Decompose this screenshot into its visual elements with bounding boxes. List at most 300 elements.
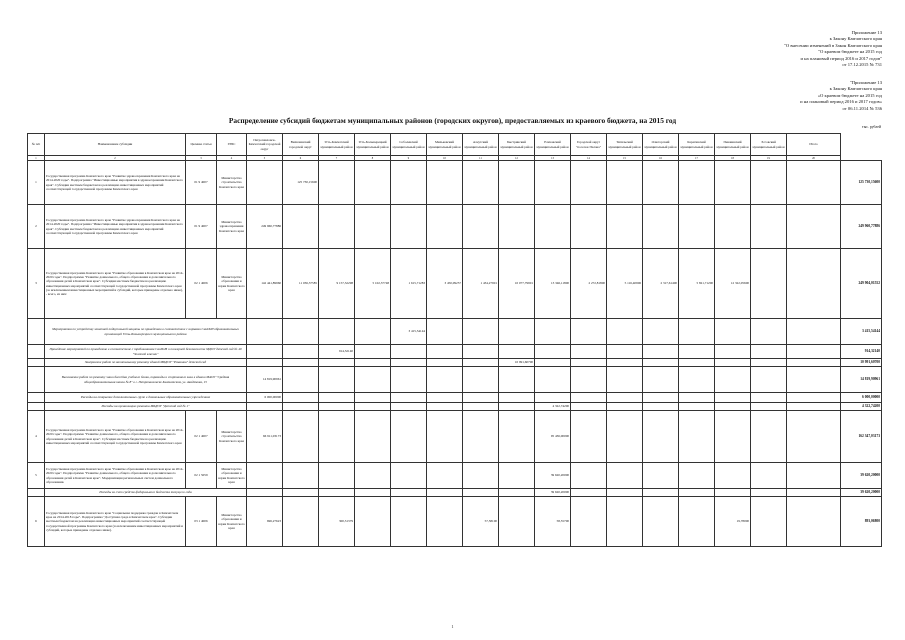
- document-title: Распределение субсидий бюджетам муниципальных районов (городских округов), предоставляемых из краевого бюджета, на 2015 год: [228, 116, 677, 125]
- amount-cell: [607, 367, 643, 393]
- amount-cell: [679, 393, 715, 403]
- amount-cell: [787, 205, 841, 249]
- amount-cell: 125 730,15600: [283, 161, 319, 205]
- subsidy-name: Государственная программа Камчатского края "Развитие здравоохранения Камчатского края на 2014-2020 годы". Подпрограмма "Инвестиционные мероприятия в здравоохранении Камчатского края". Субсидии местным бюджетам на реализацию инвестиционных мероприятий соответствующей государственной программы Камчатского края: [45, 205, 186, 249]
- amount-cell: 3 415,54144: [391, 319, 427, 345]
- amount-cell: [571, 393, 607, 403]
- amount-cell: [679, 359, 715, 367]
- amount-cell: [787, 497, 841, 547]
- amount-cell: 914,32140: [319, 345, 355, 359]
- amount-cell: [715, 393, 751, 403]
- amount-cell: [247, 359, 283, 367]
- amount-cell: [751, 393, 787, 403]
- amount-cell: [715, 367, 751, 393]
- amount-cell: [499, 345, 535, 359]
- amount-cell: [751, 161, 787, 205]
- amount-cell: 5 116,40906: [607, 249, 643, 319]
- column-index: 5: [247, 156, 283, 161]
- amount-cell: [463, 345, 499, 359]
- amount-cell: [355, 345, 391, 359]
- amount-cell: [355, 497, 391, 547]
- amount-cell: [679, 463, 715, 489]
- grbs: Министерство строительства Камчатского края: [217, 411, 247, 463]
- amount-cell: [427, 359, 463, 367]
- amount-cell: [643, 345, 679, 359]
- amount-cell: [319, 393, 355, 403]
- appendix-header-current: [722, 30, 882, 68]
- column-index: 10: [427, 156, 463, 161]
- amount-cell: [715, 319, 751, 345]
- amount-cell: 39 620,20000: [535, 489, 571, 497]
- table-row: [28, 411, 882, 463]
- row-number: [28, 345, 45, 359]
- amount-cell: [355, 393, 391, 403]
- header-line: от 17.12.2015 № 731: [842, 62, 882, 68]
- table-subrow: [28, 345, 882, 359]
- header-line: от 06.11.2014 № 536: [842, 105, 882, 111]
- header-line: «О краевом бюджете на 2015 год: [817, 92, 882, 98]
- amount-cell: 696,27623: [247, 497, 283, 547]
- amount-cell: [571, 359, 607, 367]
- amount-cell: [427, 411, 463, 463]
- header-line: "Приложение 13: [849, 80, 882, 85]
- row-number: 2: [28, 205, 45, 249]
- column-header: Усть-Большерецкий муниципальный район: [355, 134, 391, 156]
- amount-cell: [751, 249, 787, 319]
- column-header: № п/п: [28, 134, 45, 156]
- amount-cell: [715, 403, 751, 411]
- amount-cell: [787, 411, 841, 463]
- amount-cell: 5 102,37748: [355, 249, 391, 319]
- amount-cell: [427, 463, 463, 489]
- amount-cell: 57,58100: [463, 497, 499, 547]
- table-row: [28, 497, 882, 547]
- table-row: [28, 463, 882, 489]
- amount-cell: [643, 463, 679, 489]
- amount-cell: [679, 161, 715, 205]
- amount-cell: [571, 345, 607, 359]
- amount-cell: [463, 489, 499, 497]
- target-code: 01 9 4007: [186, 205, 217, 249]
- amount-cell: 10 991,60700: [499, 359, 535, 367]
- amount-cell: [499, 411, 535, 463]
- table-subrow: [28, 367, 882, 393]
- grbs: Министерство здравоохранения Камчатского края: [217, 205, 247, 249]
- column-header: Елизовский муниципальный район: [535, 134, 571, 156]
- amount-cell: [643, 403, 679, 411]
- amount-cell: [283, 393, 319, 403]
- amount-cell: [607, 463, 643, 489]
- amount-cell: 249 960,77886: [247, 205, 283, 249]
- column-index: 14: [571, 156, 607, 161]
- amount-cell: [463, 393, 499, 403]
- amount-cell: [643, 359, 679, 367]
- row-number: [28, 403, 45, 411]
- row-number: [28, 367, 45, 393]
- amount-cell: 9 157,32298: [319, 249, 355, 319]
- amount-cell: [679, 205, 715, 249]
- column-header: Быстринский муниципальный район: [499, 134, 535, 156]
- total-cell: 10 991,60700: [841, 359, 882, 367]
- amount-cell: [751, 489, 787, 497]
- amount-cell: [283, 319, 319, 345]
- amount-cell: 2 317,61400: [643, 249, 679, 319]
- subsidy-name: Государственная программа Камчатского края "Развитие образования в Камчатском крае на 2014-2020 годы". Подпрограмма "Развитие дошкольного, общего образования и дополнительного образования детей в Камчатском крае". Субсидии местным бюджетам на реализацию инвестиционных мероприятий соответствующей государственной программы Камчатского края: [45, 411, 186, 463]
- amount-cell: 66 911,03173: [247, 411, 283, 463]
- column-header: Эссовский муниципальный район: [751, 134, 787, 156]
- amount-cell: [427, 393, 463, 403]
- column-index: 2: [45, 156, 186, 161]
- amount-cell: 1 434,27901: [463, 249, 499, 319]
- row-number: 3: [28, 249, 45, 319]
- amount-cell: [463, 463, 499, 489]
- amount-cell: [427, 403, 463, 411]
- appendix-header-original: [722, 80, 882, 112]
- amount-cell: [319, 463, 355, 489]
- amount-cell: [499, 463, 535, 489]
- amount-cell: 300,31379: [319, 497, 355, 547]
- amount-cell: 5 821,71200: [679, 249, 715, 319]
- amount-cell: [679, 319, 715, 345]
- column-index: 15: [607, 156, 643, 161]
- amount-cell: [535, 319, 571, 345]
- amount-cell: [283, 205, 319, 249]
- column-header: Городской округ "поселок Палана": [571, 134, 607, 156]
- header-line: и на плановый период 2016 и 2017 годов»: [800, 99, 882, 105]
- amount-cell: [751, 367, 787, 393]
- amount-cell: [499, 497, 535, 547]
- amount-cell: [787, 319, 841, 345]
- table-subrow: [28, 403, 882, 411]
- amount-cell: [787, 249, 841, 319]
- amount-cell: [715, 205, 751, 249]
- amount-cell: [463, 161, 499, 205]
- amount-cell: [319, 489, 355, 497]
- amount-cell: [643, 411, 679, 463]
- amount-cell: [319, 411, 355, 463]
- total-cell: 162 347,03173: [841, 411, 882, 463]
- column-index: 1: [28, 156, 45, 161]
- amount-cell: [787, 359, 841, 367]
- amount-cell: [283, 359, 319, 367]
- amount-cell: [643, 367, 679, 393]
- page-number: 1: [451, 624, 454, 629]
- header-line: и на плановый период 2016 и 2017 годов": [800, 55, 882, 61]
- row-number: [28, 393, 45, 403]
- column-index: 18: [715, 156, 751, 161]
- amount-cell: 142 441,89960: [247, 249, 283, 319]
- amount-cell: [679, 403, 715, 411]
- amount-cell: [283, 463, 319, 489]
- column-header: Алеутский муниципальный район: [463, 134, 499, 156]
- amount-cell: [571, 489, 607, 497]
- target-code: 01 9 4007: [186, 161, 217, 205]
- amount-cell: [391, 403, 427, 411]
- column-index: 6: [283, 156, 319, 161]
- column-header: Целевая статья: [186, 134, 217, 156]
- subsidy-name: Выполнение работ по ремонту чаши бассейна учебного блока, пирамиды и спортивного зала в здании МАОУ "Средняя общеобразовательная школа № 8" в г. Петропавловске-Камчатском, ул. Академика, 15: [45, 367, 247, 393]
- amount-cell: [787, 393, 841, 403]
- amount-cell: [751, 403, 787, 411]
- amount-cell: [535, 359, 571, 367]
- subsidy-name: Государственная программа Камчатского края "Развитие здравоохранения Камчатского края на 2014-2020 годы". Подпрограмма "Инвестиционные мероприятия в здравоохранении Камчатского края". Субсидии местным бюджетам на реализацию инвестиционных мероприятий соответствующей государственной программы Камчатского края: [45, 161, 186, 205]
- amount-cell: [427, 319, 463, 345]
- column-header: Вилючинский городской округ: [283, 134, 319, 156]
- amount-cell: [607, 359, 643, 367]
- column-index: 20: [787, 156, 841, 161]
- amount-cell: [607, 393, 643, 403]
- amount-cell: 3 450,09257: [427, 249, 463, 319]
- amount-cell: [247, 319, 283, 345]
- amount-cell: [751, 359, 787, 367]
- column-header: Итого: [787, 134, 841, 156]
- amount-cell: [463, 411, 499, 463]
- amount-cell: 19,78000: [715, 497, 751, 547]
- amount-cell: 11 036,37585: [283, 249, 319, 319]
- subsidy-name: Государственная программа Камчатского края "Развитие образования в Камчатском крае на 2014-2020 годы". Подпрограмма "Развитие дошкольного, общего образования и дополнительного образования детей в Камчатском крае". Модернизация региональных систем дошкольного образования.: [45, 463, 186, 489]
- amount-cell: [751, 319, 787, 345]
- target-code: 03 1 4006: [186, 497, 217, 547]
- total-cell: 6 000,00000: [841, 393, 882, 403]
- amount-cell: [391, 489, 427, 497]
- column-header: Карагинский муниципальный район: [679, 134, 715, 156]
- column-index: 4: [217, 156, 247, 161]
- amount-cell: [283, 367, 319, 393]
- amount-cell: 58,55700: [535, 497, 571, 547]
- amount-cell: [391, 463, 427, 489]
- row-number: 5: [28, 463, 45, 489]
- header-line: "О краевом бюджете на 2015 год: [818, 49, 882, 55]
- grbs: Министерство образования и науки Камчатского края: [217, 463, 247, 489]
- amount-cell: [283, 345, 319, 359]
- amount-cell: [787, 403, 841, 411]
- total-cell: 125 730,15600: [841, 161, 882, 205]
- amount-cell: [607, 319, 643, 345]
- subsidy-name: Расходы на открытие дополнительных групп в дошкольных образовательных учреждениях: [45, 393, 247, 403]
- amount-cell: [715, 411, 751, 463]
- header-line: к Закону Камчатского края: [829, 36, 882, 42]
- column-header: Петропавловск-Камчатский городской округ: [247, 134, 283, 156]
- amount-cell: [427, 497, 463, 547]
- amount-cell: [787, 367, 841, 393]
- amount-cell: [391, 367, 427, 393]
- subsidy-name: Государственная программа Камчатского края "Развитие образования в Камчатском крае на 2014-2020 годы". Подпрограмма "Развитие дошкольного, общего образования и дополнительного образования детей в Камчатском крае". Субсидии местным бюджетам на реализацию инвестиционных мероприятий соответствующей государственной программы Камчатского края (за исключением инвестиционных мероприятий и субсидий, которые приведены отдельно ниже), - всего, из них:: [45, 249, 186, 319]
- amount-cell: [643, 205, 679, 249]
- amount-cell: 10 077,79901: [499, 249, 535, 319]
- amount-cell: [751, 205, 787, 249]
- header-line: к Закону Камчатского края: [829, 86, 882, 92]
- column-index: 3: [186, 156, 217, 161]
- column-index: 19: [751, 156, 787, 161]
- amount-cell: [355, 411, 391, 463]
- amount-cell: [787, 489, 841, 497]
- total-cell: 893,06800: [841, 497, 882, 547]
- table-row: [28, 161, 882, 205]
- amount-cell: [499, 319, 535, 345]
- row-number: 1: [28, 161, 45, 205]
- amount-cell: [607, 489, 643, 497]
- amount-cell: [571, 161, 607, 205]
- amount-cell: [427, 489, 463, 497]
- amount-cell: [355, 489, 391, 497]
- row-number: 4: [28, 411, 45, 463]
- column-index: 17: [679, 156, 715, 161]
- column-index: 9: [391, 156, 427, 161]
- amount-cell: [391, 345, 427, 359]
- grbs: Министерство образования и науки Камчатского края: [217, 497, 247, 547]
- amount-cell: 12 322,05600: [715, 249, 751, 319]
- amount-cell: 95 436,00000: [535, 411, 571, 463]
- amount-cell: [463, 367, 499, 393]
- amount-cell: [355, 205, 391, 249]
- subsidy-table: [27, 133, 882, 547]
- amount-cell: 39 620,20000: [535, 463, 571, 489]
- amount-cell: [319, 205, 355, 249]
- subsidy-name: Проведение мероприятий по приведению в соответствие с требованиями СанПиН и пожарной безопасности МДОУ детский сад № 40 "Золотой ключик": [45, 345, 247, 359]
- row-number: [28, 319, 45, 345]
- amount-cell: [499, 161, 535, 205]
- amount-cell: [391, 205, 427, 249]
- amount-cell: 4 322,74200: [535, 403, 571, 411]
- amount-cell: [391, 411, 427, 463]
- amount-cell: [751, 463, 787, 489]
- total-cell: 14 819,90961: [841, 367, 882, 393]
- amount-cell: [283, 489, 319, 497]
- table-subrow: [28, 319, 882, 345]
- column-index: 7: [319, 156, 355, 161]
- amount-cell: [319, 403, 355, 411]
- table-subrow: [28, 489, 882, 497]
- amount-cell: [751, 411, 787, 463]
- amount-cell: [787, 463, 841, 489]
- amount-cell: [247, 161, 283, 205]
- column-index: 8: [355, 156, 391, 161]
- grbs: Министерство образования и науки Камчатского края: [217, 249, 247, 319]
- amount-cell: [751, 345, 787, 359]
- table-row: [28, 205, 882, 249]
- column-header: ГРБС: [217, 134, 247, 156]
- amount-cell: [247, 489, 283, 497]
- amount-cell: [535, 205, 571, 249]
- amount-cell: [463, 205, 499, 249]
- amount-cell: [607, 161, 643, 205]
- amount-cell: [499, 205, 535, 249]
- column-header: Соболевский муниципальный район: [391, 134, 427, 156]
- amount-cell: [715, 463, 751, 489]
- total-cell: 249 960,77886: [841, 205, 882, 249]
- amount-cell: [247, 403, 283, 411]
- amount-cell: [535, 367, 571, 393]
- amount-cell: [355, 463, 391, 489]
- amount-cell: 2 272,81800: [571, 249, 607, 319]
- column-header: Мильковский муниципальный район: [427, 134, 463, 156]
- amount-cell: [607, 411, 643, 463]
- header-line: "О внесении изменений в Закон Камчатского края: [784, 42, 882, 48]
- amount-cell: [535, 393, 571, 403]
- amount-cell: [463, 403, 499, 411]
- amount-cell: [427, 345, 463, 359]
- amount-cell: [715, 359, 751, 367]
- amount-cell: [391, 161, 427, 205]
- amount-cell: 13 346,11800: [535, 249, 571, 319]
- amount-cell: [355, 161, 391, 205]
- column-header: Олюторский муниципальный район: [643, 134, 679, 156]
- amount-cell: [499, 403, 535, 411]
- amount-cell: [607, 345, 643, 359]
- amount-cell: [607, 403, 643, 411]
- amount-cell: [319, 359, 355, 367]
- amount-cell: [391, 497, 427, 547]
- amount-cell: [427, 161, 463, 205]
- unit-label: тыс. рублей: [862, 125, 881, 129]
- amount-cell: [607, 497, 643, 547]
- amount-cell: [463, 359, 499, 367]
- total-cell: 3 415,54144: [841, 319, 882, 345]
- column-index: 11: [463, 156, 499, 161]
- amount-cell: [499, 393, 535, 403]
- amount-cell: [319, 161, 355, 205]
- header-line: Приложение 13: [851, 30, 882, 35]
- amount-cell: [355, 367, 391, 393]
- column-header: Тигильский муниципальный район: [607, 134, 643, 156]
- amount-cell: [643, 497, 679, 547]
- amount-cell: 1 615,71283: [391, 249, 427, 319]
- column-header: Пенжинский муниципальный район: [715, 134, 751, 156]
- amount-cell: 14 819,90961: [247, 367, 283, 393]
- target-code: 02 1 5059: [186, 463, 217, 489]
- subsidy-name: Расходы за счет средств федерального бюджета текущего года: [45, 489, 247, 497]
- amount-cell: [571, 367, 607, 393]
- amount-cell: [571, 463, 607, 489]
- table-row: [28, 249, 882, 319]
- subsidy-name: Государственная программа Камчатского края "Социальная поддержка граждан в Камчатском крае на 2014-2018 годы". Подпрограмма "Доступная среда в Камчатском крае". Субсидии местным бюджетам на реализацию инвестиционных мероприятий соответствующей государственной программы Камчатского края (за исключением инвестиционных мероприятий и субсидий, которые приведены отдельно ниже).: [45, 497, 186, 547]
- amount-cell: [643, 489, 679, 497]
- total-cell: 4 322,74200: [841, 403, 882, 411]
- subsidy-name: Расходы на организацию ремонта МБДОУ "Детский сад № 1": [45, 403, 247, 411]
- subsidy-name: Мероприятия по устройству зенитной подкупольной защиты по приведению в соответствие с нормами СанПиН образовательных организаций Усть-Большерецкого муниципального района: [45, 319, 247, 345]
- amount-cell: [355, 359, 391, 367]
- subsidy-name: Завершение работ по капитальному ремонту зданий МБДОУ "Ромашка" детский сад: [45, 359, 247, 367]
- total-cell: 39 620,20000: [841, 489, 882, 497]
- row-number: [28, 359, 45, 367]
- amount-cell: [751, 497, 787, 547]
- table-subrow: [28, 359, 882, 367]
- amount-cell: [715, 345, 751, 359]
- amount-cell: [571, 319, 607, 345]
- column-header: Наименование субсидии: [45, 134, 186, 156]
- grbs: Министерство строительства Камчатского края: [217, 161, 247, 205]
- amount-cell: [391, 393, 427, 403]
- amount-cell: [535, 161, 571, 205]
- amount-cell: [319, 319, 355, 345]
- amount-cell: [679, 489, 715, 497]
- total-cell: 249 904,01552: [841, 249, 882, 319]
- amount-cell: [643, 161, 679, 205]
- amount-cell: [571, 205, 607, 249]
- amount-cell: [679, 497, 715, 547]
- amount-cell: 6 000,00000: [247, 393, 283, 403]
- amount-cell: [427, 367, 463, 393]
- amount-cell: [391, 359, 427, 367]
- amount-cell: [499, 489, 535, 497]
- amount-cell: [679, 411, 715, 463]
- amount-cell: [319, 367, 355, 393]
- amount-cell: [787, 345, 841, 359]
- row-number: [28, 489, 45, 497]
- column-index: 13: [535, 156, 571, 161]
- amount-cell: [355, 403, 391, 411]
- amount-cell: [607, 205, 643, 249]
